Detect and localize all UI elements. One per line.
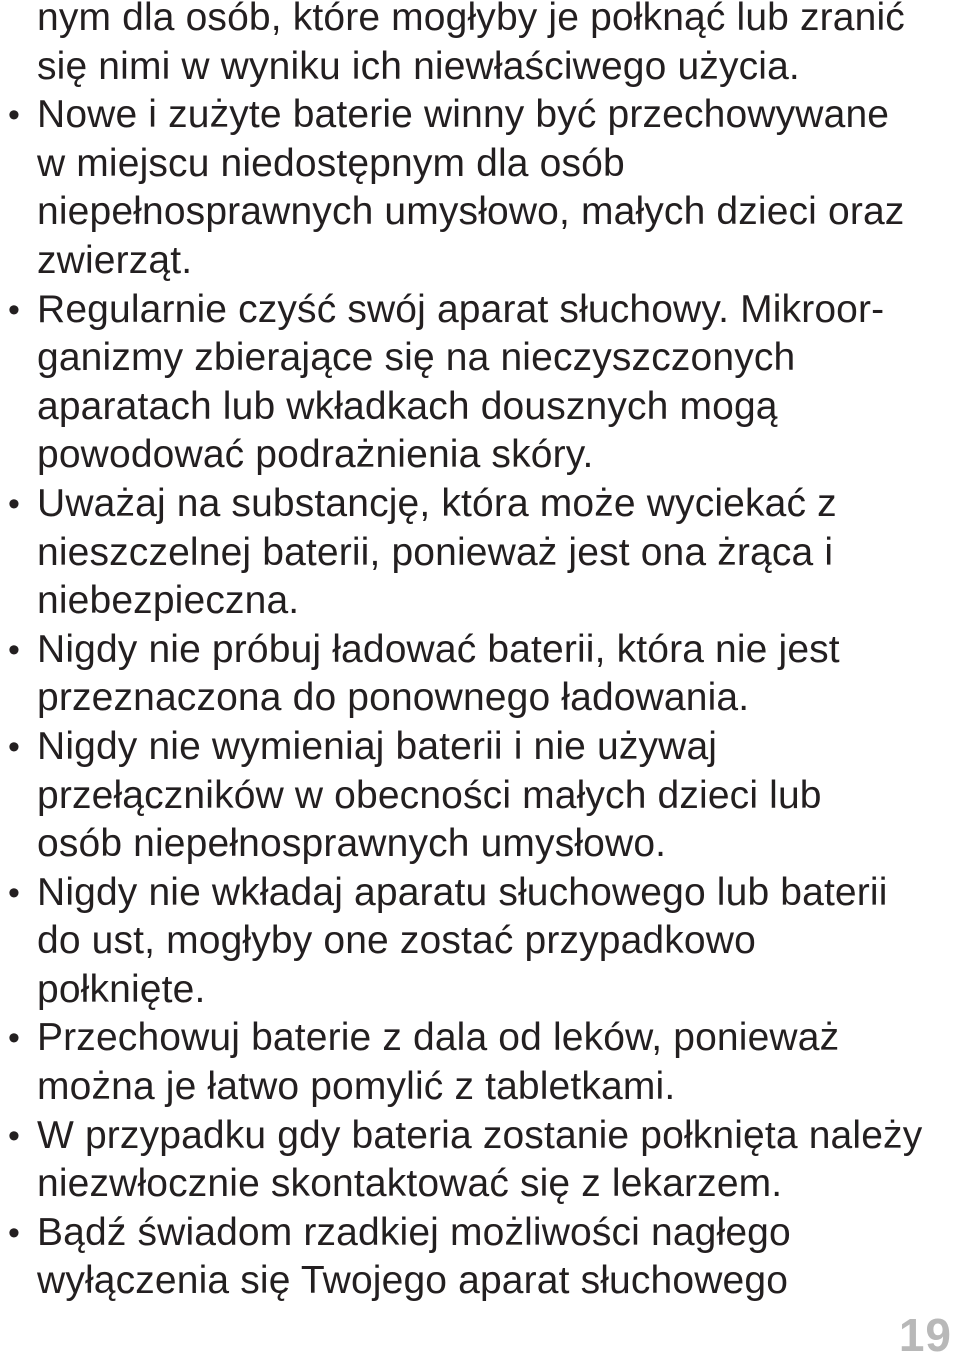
text-line: Nigdy nie wymieniaj baterii i nie używaj [37,724,718,768]
bullet-item-cleaning [7,286,959,480]
page-number: 19 [898,1309,952,1361]
text-line: Regularnie czyść swój aparat słuchowy. Mikroor- [37,287,885,331]
text-line: nieszczelnej baterii, ponieważ jest ona żrąca i [37,530,834,574]
bullet-item-mouth [7,869,959,1015]
bullet-item-medicines [7,1014,959,1111]
text-line: Nigdy nie wkładaj aparatu słuchowego lub baterii [37,870,888,914]
text-line: zwierząt. [37,238,193,282]
text-line: wyłączenia się Twojego aparat słuchowego [37,1259,789,1303]
text-line: aparatach lub wkładkach dousznych mogą [37,384,778,428]
bullet-item-no-recharging [7,626,959,723]
bullet-icon: • [7,1213,21,1252]
text-line: przełączników w obecności małych dzieci lub [37,773,822,817]
text-line: niebezpieczna. [37,579,300,623]
bullet-icon: • [7,484,21,523]
text-line: niepełnosprawnych umysłowo, małych dzieci oraz [37,190,905,234]
text-line: Uważaj na substancję, która może wyciekać z [37,481,837,525]
text-line: nym dla osób, które mogłyby je połknąć lub zranić [37,0,905,39]
text-line: można je łatwo pomylić z tabletkami. [37,1065,676,1109]
text-line: przeznaczona do ponownego ładowania. [37,676,750,720]
bullet-icon: • [7,290,21,329]
safety-text-block [7,0,959,1306]
text-line: powodować podrażnienia skóry. [37,433,594,477]
text-line: osób niepełnosprawnych umysłowo. [37,822,667,866]
text-line: Przechowuj baterie z dala od leków, ponieważ [37,1016,840,1060]
bullet-icon: • [7,1019,21,1058]
text-line: W przypadku gdy bateria zostanie połknięta należy [37,1113,923,1157]
text-line: niezwłocznie skontaktować się z lekarzem. [37,1162,783,1206]
text-line: do ust, mogłyby one zostać przypadkowo [37,919,756,963]
bullet-icon: • [7,873,21,912]
text-line: Bądź świadom rzadkiej możliwości nagłego [37,1210,791,1254]
bullet-item-battery-storage [7,91,959,285]
bullet-item-children-presence [7,723,959,869]
bullet-icon: • [7,96,21,135]
bullet-icon: • [7,630,21,669]
text-line: w miejscu niedostępnym dla osób [37,141,625,185]
bullet-icon: • [7,727,21,766]
bullet-item-sudden-shutdown [7,1209,959,1306]
bullet-item-swallowed [7,1112,959,1209]
continued-paragraph [37,0,959,91]
text-line: się nimi w wyniku ich niewłaściwego użycia. [37,44,800,88]
text-line: Nigdy nie próbuj ładować baterii, która nie jest [37,627,840,671]
bullet-item-leaking-battery [7,480,959,626]
text-line: połknięte. [37,967,206,1011]
text-line: Nowe i zużyte baterie winny być przechowywane [37,93,890,137]
text-line: ganizmy zbierające się na nieczyszczonych [37,336,796,380]
bullet-icon: • [7,1116,21,1155]
